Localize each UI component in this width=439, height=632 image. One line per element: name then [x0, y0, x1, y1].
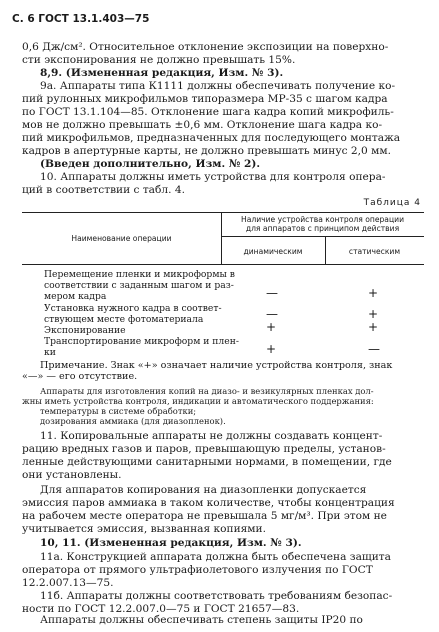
text-line: по ГОСТ 13.1.104—85. Отклонение шага кадра копий микрофиль- — [22, 106, 394, 118]
table-note: «—» — его отсутствие. — [22, 371, 138, 382]
table-row-op: Экспонирование — [44, 325, 126, 336]
table-cell-dynamic: + — [266, 342, 277, 356]
revision-note: 10, 11. (Измененная редакция, Изм. № 3). — [40, 537, 302, 549]
text-line-small: Аппараты для изготовления копий на диазо- и везикулярных пленках дол- — [40, 386, 374, 396]
text-line: ленные действующими санитарными нормами, в помещении, где — [22, 456, 392, 468]
text-line: мов не должно превышать ±0,6 мм. Отклонение шага кадра ко- — [22, 119, 383, 131]
table-header-static: статическим — [348, 247, 401, 256]
text-line: ности по ГОСТ 12.2.007.0—75 и ГОСТ 21657—83. — [22, 603, 300, 615]
table-header-rule — [22, 264, 424, 265]
text-line: Аппараты должны обеспечивать степень защиты IP20 по — [40, 614, 363, 626]
text-line: 0,6 Дж/см². Относительное отклонение экспозиции на поверхно- — [22, 41, 389, 53]
text-line: оператора от прямого ультрафиолетового излучения по ГОСТ — [22, 564, 373, 576]
table-row-op: ки — [44, 347, 56, 358]
text-line: пий рулонных микрофильмов типоразмера МР-35 с шагом кадра — [22, 93, 388, 105]
text-line-small: жны иметь устройства контроля, индикации и автоматического поддержания: — [22, 396, 374, 406]
table-header-control-1: Наличие устройства контроля операции — [240, 215, 404, 224]
table-sub-rule — [221, 236, 424, 237]
table-row-op: ствующем месте фотоматериала — [44, 314, 204, 325]
text-line: 12.2.007.13—75. — [22, 577, 114, 589]
table-header-operation: Наименование операции — [71, 234, 172, 243]
table-row-op: соответствии с заданным шагом и раз- — [44, 280, 234, 291]
revision-note: 8,9. (Измененная редакция, Изм. № 3). — [40, 67, 284, 79]
table-cell-static: + — [368, 307, 379, 321]
text-line: 10. Аппараты должны иметь устройства для контроля опера- — [40, 171, 386, 183]
table-row-op: Транспортирование микроформ и плен- — [44, 336, 239, 347]
text-line-small: дозирования аммиака (для диазопленок). — [40, 416, 226, 426]
text-line: на рабочем месте оператора не превышала 5 мг/м³. При этом не — [22, 510, 387, 522]
text-line: 11а. Конструкцией аппарата должна быть обеспечена защита — [40, 551, 391, 563]
text-line: учитывается эмиссия, вызванная копиями. — [22, 523, 266, 535]
table-cell-dynamic: — — [266, 286, 278, 300]
text-line: ций в соответствии с табл. 4. — [22, 184, 185, 196]
table-row-op: Установка нужного кадра в соответ- — [44, 303, 222, 314]
table-top-rule — [22, 212, 424, 213]
text-line: Для аппаратов копирования на диазопленки допускается — [40, 484, 367, 496]
table-cell-dynamic: + — [266, 320, 277, 334]
table-note: Примечание. Знак «+» означает наличие устройства контроля, знак — [40, 360, 393, 371]
text-line: 11. Копировальные аппараты не должны создавать концент- — [40, 430, 383, 442]
text-line: сти экспонирования не должно превышать 15%. — [22, 54, 296, 66]
table-header-control-2: для аппаратов с принципом действия — [245, 224, 400, 233]
table-cell-static: + — [368, 286, 379, 300]
table-row-op: Перемещение пленки и микроформы в — [44, 269, 235, 280]
text-line-small: температуры в системе обработки; — [40, 406, 197, 416]
text-line: рацию вредных газов и паров, превышающую пределы, установ- — [22, 443, 386, 455]
table-cell-static: — — [368, 342, 380, 356]
text-line: кадров в апертурные карты, не должно превышать минус 2,0 мм. — [22, 145, 391, 157]
text-line: 9а. Аппараты типа К1111 должны обеспечивать получение ко- — [40, 80, 396, 92]
text-line: пий микрофильмов, предназначенных для последующего монтажа — [22, 132, 401, 144]
table-row-op: мером кадра — [44, 291, 107, 302]
table-cell-dynamic: — — [266, 307, 278, 321]
page-header: С. 6 ГОСТ 13.1.403—75 — [12, 13, 150, 25]
text-line: эмиссия паров аммиака в таком количестве, чтобы концентрация — [22, 497, 395, 509]
table-header-dynamic: динамическим — [243, 247, 303, 256]
table-cell-static: + — [368, 320, 379, 334]
added-note: (Введен дополнительно, Изм. № 2). — [40, 158, 261, 170]
text-line: они установлены. — [22, 469, 122, 481]
text-line: 11б. Аппараты должны соответствовать требованиям безопас- — [40, 590, 393, 602]
table-caption: Таблица 4 — [363, 198, 421, 208]
